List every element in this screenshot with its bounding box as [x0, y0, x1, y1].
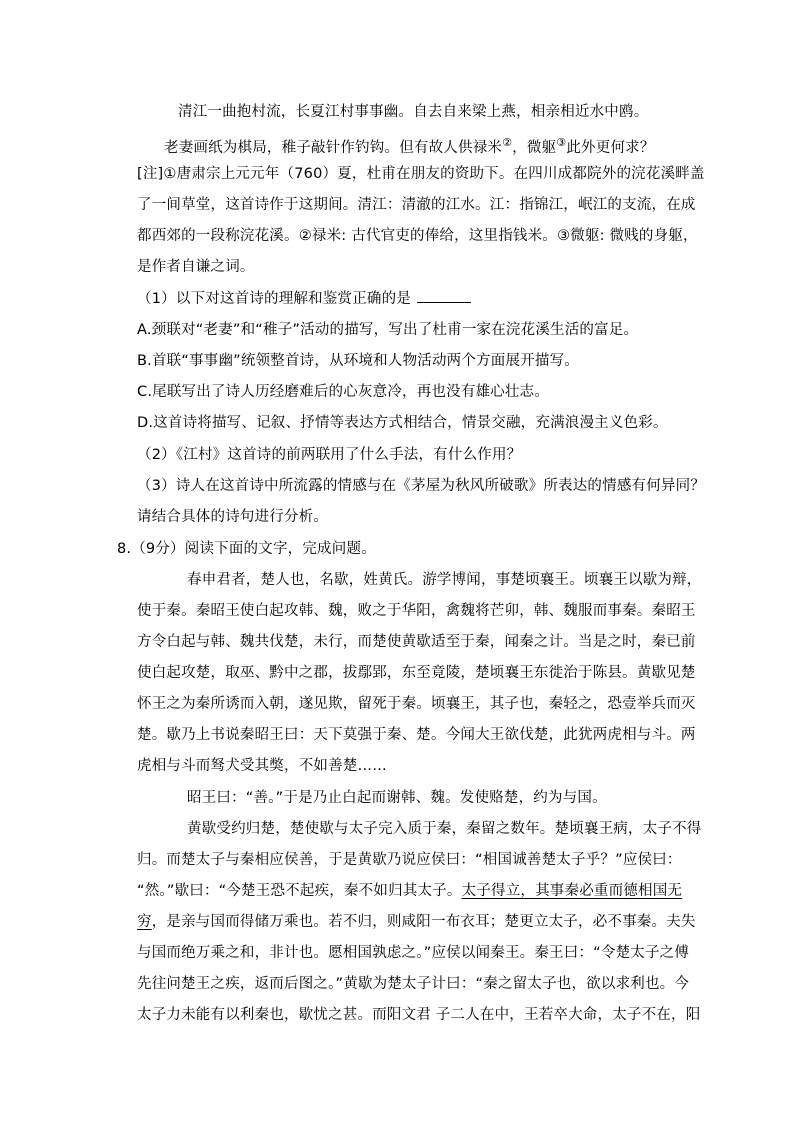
option-c: C.尾联写出了诗人历经磨难后的心灰意冷，再也没有雄心壮志。 [137, 384, 550, 400]
note-line-1: [注]①唐肃宗上元元年（760）夏，杜甫在朋友的资助下。在四川成都院外的浣花溪畔盖 [137, 166, 705, 182]
passage-p1-line: 怀王之为秦所诱而入朝，遂见欺，留死于秦。顷襄王，其子也，秦轻之，恐壹举兵而灭 [137, 696, 696, 712]
note-line-4: 是作者自谦之词。 [137, 259, 255, 275]
option-b: B.首联“事事幽”统领整首诗，从环境和人物活动两个方面展开描写。 [137, 353, 579, 369]
passage-p3-line-2: 归。而楚太子与秦相应侯善，于是黄歇乃说应侯曰：“相国诚善楚太子乎？”应侯曰： [137, 852, 682, 868]
passage-p1-line: 虎相与斗而驽犬受其獘，不如善楚…… [137, 758, 387, 774]
note-line-3: 都西郊的一段称浣花溪。②禄米: 古代官吏的俸给，这里指钱米。③微躯: 微贱的身躯， [137, 228, 698, 244]
passage-p1-line: 春申君者，楚人也，名歇，姓黄氏。游学博闻，事楚顷襄王。顷襄王以歇为辩， [187, 572, 702, 588]
footnote-mark-2: ② [502, 136, 513, 149]
underlined-sentence-end: 穷 [137, 914, 152, 930]
question-8-header: 8.（9分）阅读下面的文字，完成问题。 [117, 541, 376, 557]
passage-p3-line-3: “然。”歇曰：“今楚王恐不起疾，秦不如归其太子。太子得立，其事秦必重而德相国无 [137, 883, 683, 899]
footnote-mark-3: ③ [556, 136, 567, 149]
passage-p1-line: 使白起攻楚，取巫、黔中之郡，拔鄢郢，东至竟陵，楚顷襄王东徙治于陈县。黄歇见楚 [137, 665, 696, 681]
passage-p3-line-1: 黄歇受约归楚，楚使歇与太子完入质于秦，秦留之数年。楚顷襄王病，太子不得 [187, 821, 702, 837]
passage-p1-line: 使于秦。秦昭王使白起攻韩、魏，败之于华阳，禽魏将芒卯，韩、魏服而事秦。秦昭王 [137, 603, 696, 619]
poem-line-1: 清江一曲抱村流，长夏江村事事幽。自去自来梁上燕，相亲相近水中鸥。 [178, 104, 649, 120]
question-3-line-2: 请结合具体的诗句进行分析。 [137, 509, 329, 525]
question-3-line-1: （3）诗人在这首诗中所流露的情感与在《茅屋为秋风所破歌》所表达的情感有何异同？ [137, 478, 706, 494]
passage-p3-line: 先往问楚王之疾，返而后图之。”黄歇为楚太子计曰：“秦之留太子也，欲以求利也。今 [137, 976, 690, 992]
passage-p3-line: 太子力未能有以利秦也，歇忧之甚。而阳文君 子二人在中，王若卒大命，太子不在，阳 [137, 1007, 701, 1023]
passage-p2: 昭王曰：“善。”于是乃止白起而谢韩、魏。发使赂楚，约为与国。 [187, 790, 607, 806]
note-line-2: 了一间草堂，这首诗作于这期间。清江：清澈的江水。江：指锦江，岷江的支流，在成 [137, 197, 696, 213]
poem-line-2 [0, 134, 794, 157]
underlined-sentence: 太子得立，其事秦必重而德相国无 [461, 883, 683, 899]
passage-p1-line: 楚。歇乃上书说秦昭王曰：天下莫强于秦、楚。今闻大王欲伐楚，此犹两虎相与斗。两 [137, 727, 696, 743]
option-a: A.颈联对“老妻”和“稚子”活动的描写，写出了杜甫一家在浣花溪生活的富足。 [137, 322, 639, 338]
option-d: D.这首诗将描写、记叙、抒情等表达方式相结合，情景交融，充满浪漫主义色彩。 [137, 415, 668, 431]
question-1-stem: （1）以下对这首诗的理解和鉴赏正确的是 [0, 290, 794, 308]
passage-p3-line-4: 穷，是亲与国而得储万乘也。若不归，则咸阳一布衣耳；楚更立太子，必不事秦。夫失 [137, 914, 696, 930]
poem-line-2-mid: ，微躯 [512, 139, 557, 156]
answer-blank[interactable] [417, 290, 471, 303]
passage-p1-line: 方令白起与韩、魏共伐楚，未行，而楚使黄歇适至于秦，闻秦之计。当是之时，秦已前 [137, 634, 696, 650]
passage-p3-line: 与国而绝万乘之和，非计也。愿相国孰虑之。”应侯以闻秦王。秦王曰：“令楚太子之傅 [137, 945, 690, 961]
poem-line-2-pre: 老妻画纸为棋局，稚子敲针作钓钩。但有故人供禄米 [164, 139, 503, 156]
poem-line-2-post: 此外更何求？ [566, 139, 655, 156]
question-2: （2）《江村》这首诗的前两联用了什么手法，有什么作用？ [137, 447, 522, 463]
